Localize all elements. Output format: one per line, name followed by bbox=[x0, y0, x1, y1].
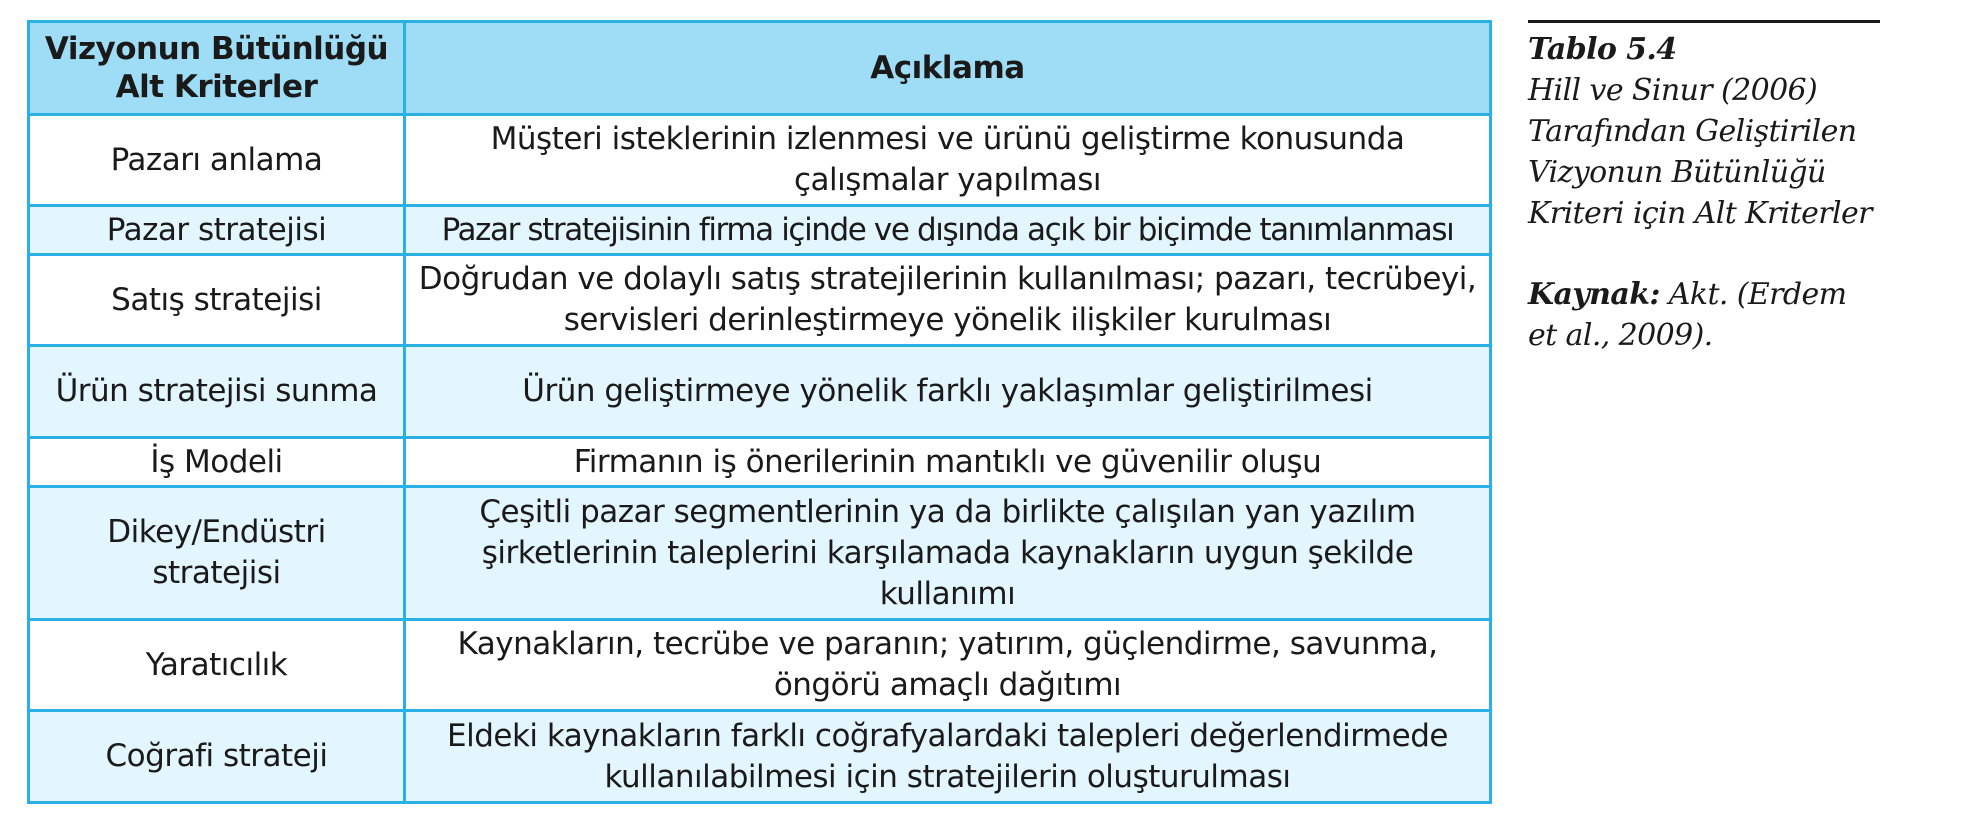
description-cell: Kaynakların, tecrübe ve paranın; yatırım, güçlendirme, savunma, öngörü amaçlı dağıtımı bbox=[405, 620, 1491, 711]
description-cell: Çeşitli pazar segmentlerinin ya da birlikte çalışılan yan yazılım şirketlerinin taleplerini karşılamada kaynakların uygun şekilde kullanımı bbox=[405, 487, 1491, 620]
source-label: Kaynak: bbox=[1528, 277, 1660, 312]
table-row bbox=[29, 620, 1491, 711]
header-criteria: Vizyonun Bütünlüğü Alt Kriterler bbox=[29, 22, 405, 115]
criterion-cell: Yaratıcılık bbox=[29, 620, 405, 711]
description-cell: Pazar stratejisinin firma içinde ve dışında açık bir biçimde tanımlanması bbox=[405, 206, 1491, 255]
table-row bbox=[29, 487, 1491, 620]
header-description: Açıklama bbox=[405, 22, 1491, 115]
criteria-table bbox=[27, 20, 1492, 804]
table-row bbox=[29, 346, 1491, 438]
source-text: Akt. (Erdem et al., 2009). bbox=[1528, 277, 1847, 353]
description-cell: Doğrudan ve dolaylı satış stratejilerinin kullanılması; pazarı, tecrübeyi, servisleri derinleştirmeye yönelik ilişkiler kurulması bbox=[405, 255, 1491, 346]
table-row bbox=[29, 206, 1491, 255]
description-cell: Müşteri isteklerinin izlenmesi ve ürünü geliştirme konusunda çalışmalar yapılması bbox=[405, 115, 1491, 206]
criterion-cell: Ürün stratejisi sunma bbox=[29, 346, 405, 438]
table-row bbox=[29, 711, 1491, 803]
criterion-cell: Satış stratejisi bbox=[29, 255, 405, 346]
criterion-cell: Dikey/Endüstri stratejisi bbox=[29, 487, 405, 620]
description-cell: Ürün geliştirmeye yönelik farklı yaklaşımlar geliştirilmesi bbox=[405, 346, 1491, 438]
table-row bbox=[29, 115, 1491, 206]
caption-source bbox=[1528, 274, 1880, 356]
caption-text: Hill ve Sinur (2006) Tarafından Geliştirilen Vizyonun Bütünlüğü Kriteri için Alt Kriterler bbox=[1528, 73, 1872, 231]
criteria-table-container bbox=[27, 20, 1489, 804]
criterion-cell: İş Modeli bbox=[29, 438, 405, 487]
criterion-cell: Pazar stratejisi bbox=[29, 206, 405, 255]
criterion-cell: Pazarı anlama bbox=[29, 115, 405, 206]
table-header-row bbox=[29, 22, 1491, 115]
description-cell: Firmanın iş önerilerinin mantıklı ve güvenilir oluşu bbox=[405, 438, 1491, 487]
criterion-cell: Coğrafi strateji bbox=[29, 711, 405, 803]
caption-title: Tablo 5.4 bbox=[1528, 32, 1677, 67]
table-row bbox=[29, 438, 1491, 487]
table-row bbox=[29, 255, 1491, 346]
table-caption bbox=[1528, 20, 1880, 356]
description-cell: Eldeki kaynakların farklı coğrafyalardaki talepleri değerlendirmede kullanılabilmesi için stratejilerin oluşturulması bbox=[405, 711, 1491, 803]
